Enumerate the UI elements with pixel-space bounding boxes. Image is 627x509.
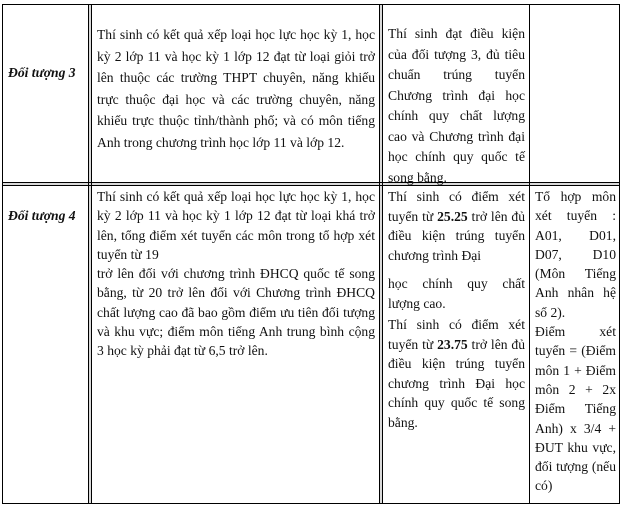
col-divider — [379, 4, 380, 504]
row-divider — [2, 182, 620, 183]
row-label-doi-tuong-3: Đối tượng 3 — [8, 65, 76, 80]
condition-text: Thí sinh có điểm xét tuyển từ — [388, 317, 525, 352]
condition-paragraph: học chính quy chất lượng cao. — [388, 276, 525, 311]
requirement-doi-tuong-4 — [97, 187, 375, 361]
requirement-doi-tuong-3: Thí sinh có kết quả xếp loại học lực học kỳ 1, học kỳ 2 lớp 11 và học kỳ 1 lớp 12 đạt từ loại giỏi trở lên thuộc các trường THPT chuyên, năng khiếu trực thuộc đại học và các trường chuyên, năng khiếu trực thuộc tỉnh/thành phố; và có môn tiếng Anh trong chương trình học lớp 11 và lớp 12. — [97, 27, 375, 150]
table-border-top — [2, 4, 620, 5]
col-divider — [88, 4, 89, 504]
combo-doi-tuong-4 — [535, 187, 616, 496]
condition-doi-tuong-4 — [388, 187, 525, 432]
table-border-bottom — [2, 503, 620, 504]
cutoff-score: 23.75 — [437, 336, 468, 352]
col-divider — [91, 4, 92, 504]
combo-paragraph: Tổ hợp môn xét tuyển : A01, D01, D07, D10 (Môn Tiếng Anh nhân hệ số 2). — [535, 189, 616, 320]
admission-table — [2, 4, 620, 504]
row-label-doi-tuong-4: Đối tượng 4 — [8, 208, 76, 223]
requirement-paragraph: Thí sinh có kết quả xếp loại học lực học kỳ 1, học kỳ 2 lớp 11 và học kỳ 1 lớp 12 đạt từ loại khá trở lên, tổng điểm xét tuyển các môn trong tổ hợp xét tuyển từ 19 — [97, 189, 375, 262]
condition-text: trở lên đủ điều kiện trúng tuyển chương trình Đại học chính quy quốc tế song bằng. — [388, 336, 525, 430]
condition-doi-tuong-3: Thí sinh đạt điều kiện của đối tượng 3, đủ tiêu chuẩn trúng tuyển Chương trình đại học chính quy chất lượng cao và Chương trình đại học chính quy quốc tế song bằng. — [388, 26, 525, 185]
table-border-left — [2, 4, 3, 504]
condition-paragraph — [388, 315, 525, 432]
requirement-paragraph: trở lên đối với chương trình ĐHCQ quốc tế song bằng, từ 20 trở lên đối với Chương trình ĐHCQ chất lượng cao đã bao gồm điểm ưu tiên đối tượng và khu vực; điểm môn tiếng Anh trung bình cộng 3 học kỳ phải đạt từ 6,5 trở lên. — [97, 266, 375, 359]
condition-paragraph — [388, 187, 525, 265]
col-divider — [382, 4, 383, 504]
formula-paragraph: Điểm xét tuyển = (Điểm môn 1 + Điểm môn 2 + 2x Điểm Tiếng Anh) x 3/4 + ĐUT khu vực, đối tượng (nếu có) — [535, 324, 616, 494]
cutoff-score: 25.25 — [437, 208, 468, 224]
col-divider — [529, 4, 530, 504]
table-border-right — [619, 4, 620, 504]
condition-text: Thí sinh có điểm xét tuyển từ — [388, 189, 525, 224]
row-divider — [2, 185, 620, 186]
condition-text: trở lên đủ điều kiện trúng tuyển chương trình Đại — [388, 208, 525, 263]
